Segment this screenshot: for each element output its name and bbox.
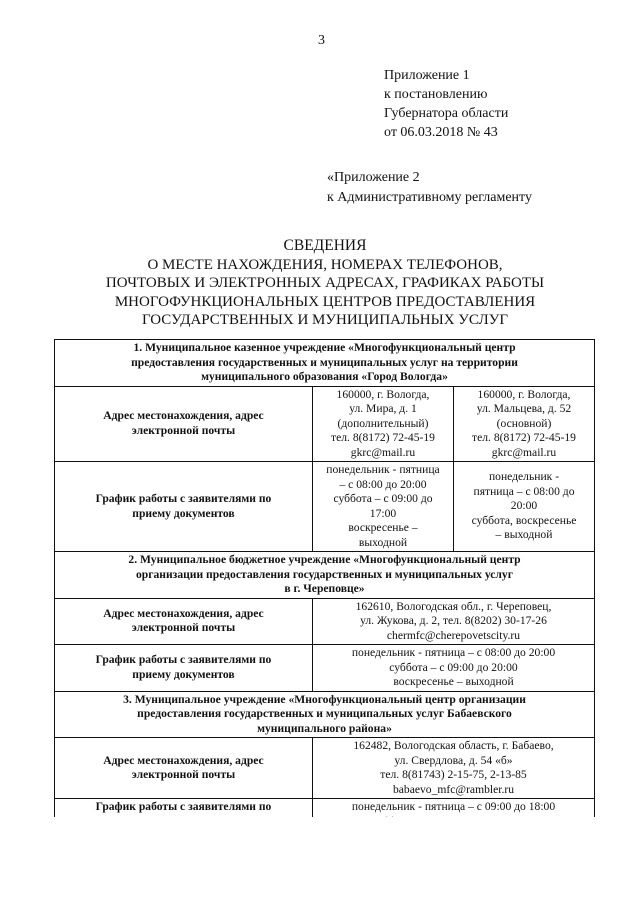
appendix-1-line: Губернатора области xyxy=(384,106,509,121)
page-bottom-margin xyxy=(0,817,640,905)
org-1-schedule-main xyxy=(454,462,595,552)
email-line: gkrc@mail.ru xyxy=(350,445,416,459)
org-3-address-row xyxy=(55,738,595,799)
address-line: (дополнительный) xyxy=(337,416,429,430)
org-3-header-line: предоставления государственных и муниципальных услуг Бабаевского xyxy=(137,707,512,720)
label-line: Адрес местонахождения, адрес xyxy=(103,409,264,423)
label-line: Адрес местонахождения, адрес xyxy=(103,606,264,620)
label-line: График работы с заявителями по xyxy=(95,653,272,667)
schedule-line: суббота, воскресенье xyxy=(471,513,577,527)
title-line: О МЕСТЕ НАХОЖДЕНИЯ, НОМЕРАХ ТЕЛЕФОНОВ, xyxy=(147,256,503,273)
label-line: электронной почты xyxy=(131,768,236,781)
schedule-line: пятница – с 08:00 до xyxy=(473,484,575,498)
org-2-address-row xyxy=(55,598,595,645)
address-line: ул. Мальцева, д. 52 xyxy=(476,402,572,415)
label-line: График работы с заявителями по xyxy=(95,492,272,505)
appendix-2-line: к Административному регламенту xyxy=(327,190,532,205)
schedule-line: – с 08:00 до 20:00 xyxy=(339,477,427,491)
schedule-line: 20:00 xyxy=(510,499,538,513)
schedule-line: понедельник - пятница xyxy=(326,463,440,476)
org-2-schedule-label xyxy=(55,645,313,692)
org-1-header-line: 1. Муниципальное казенное учреждение «Многофункциональный центр xyxy=(133,341,516,354)
title-line: МНОГОФУНКЦИОНАЛЬНЫХ ЦЕНТРОВ ПРЕДОСТАВЛЕНИЯ xyxy=(114,293,536,310)
title-line: ГОСУДАРСТВЕННЫХ И МУНИЦИПАЛЬНЫХ УСЛУГ xyxy=(141,312,508,328)
phone-line: тел. 8(8172) 72-45-19 xyxy=(472,431,576,444)
document-title xyxy=(60,237,590,330)
org-1-schedule-extra xyxy=(313,462,454,552)
org-2-header-line: в г. Череповце» xyxy=(284,582,365,595)
phone-line: ул. Жукова, д. 2, тел. 8(8202) 30-17-26 xyxy=(360,614,547,627)
appendix-1-block xyxy=(384,66,508,142)
title-line: ПОЧТОВЫХ И ЭЛЕКТРОННЫХ АДРЕСАХ, ГРАФИКАХ РАБОТЫ xyxy=(105,275,545,291)
org-2-schedule-row xyxy=(55,645,595,692)
org-2-schedule xyxy=(313,645,595,692)
title-line: СВЕДЕНИЯ xyxy=(283,237,367,254)
schedule-line: понедельник - xyxy=(488,470,560,484)
label-line: электронной почты xyxy=(131,423,236,437)
org-2-header-line: 2. Муниципальное бюджетное учреждение «Многофункциональный центр xyxy=(128,553,521,566)
org-2-header xyxy=(55,552,595,599)
email-line: babaevo_mfc@rambler.ru xyxy=(392,782,515,796)
org-1-address-main xyxy=(454,386,595,462)
org-2-address-label xyxy=(55,598,313,645)
org-1-schedule-label xyxy=(55,462,313,552)
address-line: 160000, г. Вологда, xyxy=(336,387,430,401)
phone-line: тел. 8(8172) 72-45-19 xyxy=(331,431,435,444)
appendix-2-line: «Приложение 2 xyxy=(327,170,420,185)
address-line: 162610, Вологодская обл., г. Череповец, xyxy=(355,599,552,613)
org-2-address xyxy=(313,598,595,645)
schedule-line: – выходной xyxy=(495,528,553,542)
address-line: ул. Мира, д. 1 xyxy=(349,402,417,415)
org-1-header-line: предоставления государственных и муниципальных услуг на территории xyxy=(131,355,518,369)
org-2-header-line: организации предоставления государственных и муниципальных услуг xyxy=(136,567,513,581)
mfc-info-table xyxy=(54,339,595,831)
org-3-header-line: муниципального района» xyxy=(257,721,392,735)
schedule-line: понедельник - пятница – с 08:00 до 20:00 xyxy=(351,646,556,659)
appendix-1-line: от 06.03.2018 № 43 xyxy=(384,125,498,140)
schedule-line: воскресенье – xyxy=(348,521,418,534)
org-1-address-label xyxy=(55,386,313,462)
address-line: 162482, Вологодская область, г. Бабаево, xyxy=(353,739,554,752)
schedule-line: понедельник - пятница – с 09:00 до 18:00 xyxy=(351,800,556,813)
schedule-line: суббота – с 09:00 до xyxy=(333,492,433,505)
label-line: приему документов xyxy=(132,506,235,520)
label-line: приему документов xyxy=(132,667,235,681)
org-3-address xyxy=(313,738,595,799)
org-3-header-line: 3. Муниципальное учреждение «Многофункциональный центр организации xyxy=(123,692,526,706)
appendix-2-block xyxy=(327,168,532,208)
appendix-1-line: к постановлению xyxy=(384,87,488,102)
org-1-header-line: муниципального образования «Город Вологда» xyxy=(201,370,448,383)
org-1-header xyxy=(55,340,595,387)
page-number: 3 xyxy=(318,33,325,48)
org-1-address-extra xyxy=(313,386,454,462)
org-2-header-row xyxy=(55,552,595,599)
org-1-schedule-row xyxy=(55,462,595,552)
org-1-address-row xyxy=(55,386,595,462)
schedule-line: 17:00 xyxy=(369,506,397,520)
phone-line: тел. 8(81743) 2-15-75, 2-13-85 xyxy=(380,768,527,781)
schedule-line: воскресенье – выходной xyxy=(393,675,514,688)
address-line: (основной) xyxy=(496,416,552,430)
schedule-line: выходной xyxy=(358,535,408,549)
label-line: График работы с заявителями по xyxy=(95,800,272,813)
email-line: chermfc@cherepovetscity.ru xyxy=(386,628,521,642)
appendix-1-line: Приложение 1 xyxy=(384,68,470,83)
label-line: Адрес местонахождения, адрес xyxy=(103,753,264,767)
org-3-header-row xyxy=(55,691,595,738)
address-line: 160000, г. Вологда, xyxy=(477,387,571,401)
org-1-header-row xyxy=(55,340,595,387)
org-3-header xyxy=(55,691,595,738)
label-line: электронной почты xyxy=(131,621,236,635)
address-line: ул. Свердлова, д. 54 «б» xyxy=(394,753,513,767)
email-line: gkrc@mail.ru xyxy=(491,445,557,459)
schedule-line: суббота – с 09:00 до 20:00 xyxy=(389,660,518,674)
org-3-address-label xyxy=(55,738,313,799)
